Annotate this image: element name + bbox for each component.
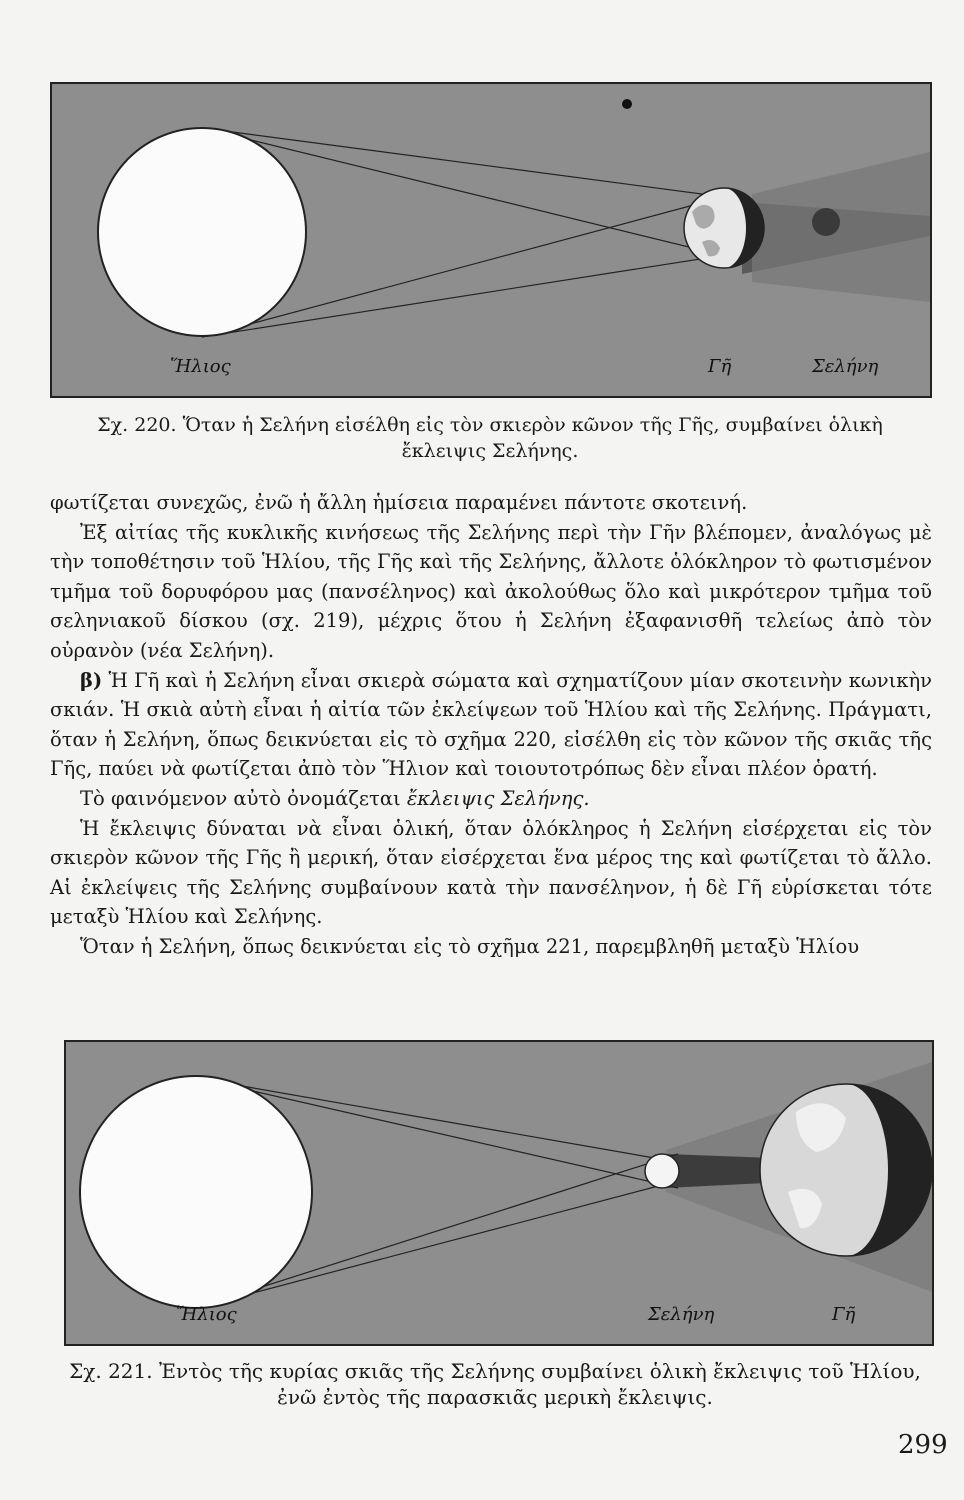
paragraph: φωτίζεται συνεχῶς, ἐνῶ ἡ ἄλλη ἡμίσεια παραμένει πάντοτε σκοτεινή. [50, 491, 748, 514]
label-moon: Σελήνη [812, 356, 879, 377]
earth-penumbra-shadow [752, 152, 930, 302]
caption-line: ἔκλειψις Σελήνης. [401, 440, 579, 462]
caption-line: Σχ. 220. Ὅταν ἡ Σελήνη εἰσέλθη εἰς τὸν σκιερὸν κῶνον τῆς Γῆς, συμβαίνει ὁλικὴ [97, 414, 883, 436]
moon-disc [645, 1154, 679, 1188]
figure-220-caption [50, 412, 930, 464]
page-number: 299 [898, 1430, 948, 1460]
paragraph: Ἐξ αἰτίας τῆς κυκλικῆς κινήσεως τῆς Σελήνης περὶ τὴν Γῆν βλέπομεν, ἀναλόγως μὲ τὴν τοποθέτησιν τοῦ Ἡλίου, τῆς Γῆς καὶ τῆς Σελήνης, ἄλλοτε ὁλόκληρον τὸ φωτισμένον τμῆμα τοῦ δορυφόρου μας (πανσέληνος) καὶ ἀκολούθως ὅλο καὶ μικρότερον τμῆμα τοῦ σεληνιακοῦ δίσκου (σχ. 219), μέχρις ὅτου ἡ Σελήνη ἐξαφανισθῆ τελείως ἀπὸ τὸν οὐρανὸν (νέα Σελήνη). [50, 520, 932, 662]
eclipsed-moon [812, 208, 840, 236]
caption-line: Σχ. 221. Ἐντὸς τῆς κυρίας σκιᾶς τῆς Σελήνης συμβαίνει ὁλικὴ ἔκλειψις τοῦ Ἡλίου, [69, 1359, 921, 1383]
label-earth: Γῆ [832, 1304, 856, 1325]
figure-221-solar-eclipse [64, 1040, 934, 1346]
list-marker: β) [80, 668, 103, 692]
paragraph: Ἡ ἔκλειψις δύναται νὰ εἶναι ὁλική, ὅταν ὁλόκληρος ἡ Σελήνη εἰσέρχεται εἰς τὸν σκιερὸν κῶνον τῆς Γῆς ἢ μερική, ὅταν εἰσέρχεται ἕνα μέρος της καὶ φωτίζεται τὸ ἄλλο. Αἱ ἐκλείψεις τῆς Σελήνης συμβαίνουν κατὰ τὴν πανσέληνον, ἡ δὲ Γῆ εὑρίσκεται τότε μεταξὺ Ἡλίου καὶ Σελήνης. [50, 816, 932, 929]
moon-dot [622, 99, 632, 109]
sun-disc [80, 1076, 312, 1308]
paragraph [50, 666, 932, 784]
paragraph-text: Τὸ φαινόμενον αὐτὸ ὀνομάζεται [80, 786, 401, 810]
label-earth: Γῆ [708, 356, 732, 377]
paragraph [50, 784, 932, 814]
body-text [50, 488, 932, 962]
term: ἔκλειψις Σελήνης. [406, 786, 590, 810]
figure-220-lunar-eclipse [50, 82, 932, 398]
label-sun: Ἥλιος [170, 356, 231, 377]
sun-disc [98, 128, 306, 336]
caption-line: ἐνῶ ἐντὸς τῆς παρασκιᾶς μερικὴ ἔκλειψις. [277, 1385, 713, 1409]
label-sun: Ἥλιος [176, 1304, 237, 1325]
figure-220-drawing [52, 84, 930, 396]
paragraph-text: Ἡ Γῆ καὶ ἡ Σελήνη εἶναι σκιερὰ σώματα καὶ σχηματίζουν μίαν σκοτεινὴν κωνικὴν σκιάν. Ἡ σκιὰ αὐτὴ εἶναι ἡ αἰτία τῶν ἐκλείψεων τοῦ Ἡλίου καὶ τῆς Σελήνης. Πράγματι, ὅταν ἡ Σελήνη, ὅπως δεικνύεται εἰς τὸ σχῆμα 220, εἰσέλθη εἰς τὸν κῶνον τῆς σκιᾶς τῆς Γῆς, παύει νὰ φωτίζεται ἀπὸ τὸν Ἥλιον καὶ τοιουτοτρόπως δὲν εἶναι πλέον ὁρατή. [50, 668, 933, 781]
paragraph: Ὅταν ἡ Σελήνη, ὅπως δεικνύεται εἰς τὸ σχῆμα 221, παρεμβληθῆ μεταξὺ Ἡλίου [80, 934, 860, 958]
figure-221-caption [50, 1358, 940, 1410]
figure-221-drawing [66, 1042, 932, 1344]
label-moon: Σελήνη [648, 1304, 715, 1325]
